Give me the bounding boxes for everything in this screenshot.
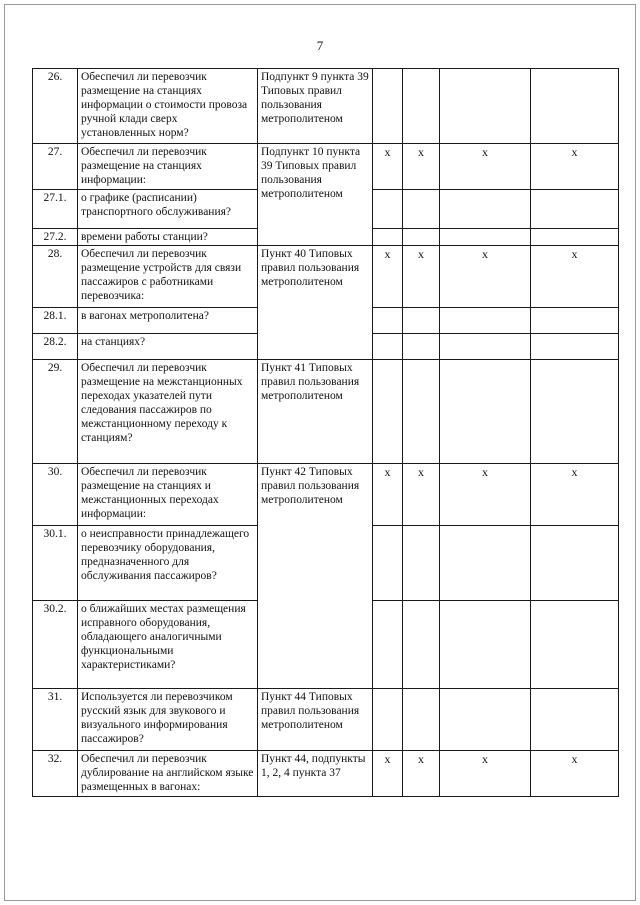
mark-cell [373, 360, 403, 464]
mark-cell [403, 229, 440, 246]
mark-cell [373, 190, 403, 229]
mark-cell [403, 601, 440, 689]
question-text: времени работы станции? [78, 229, 258, 246]
mark-cell [440, 601, 531, 689]
mark-cell: х [373, 751, 403, 797]
mark-cell: х [531, 144, 619, 190]
mark-cell: х [531, 751, 619, 797]
row-number: 30.2. [33, 601, 78, 689]
row-number: 28.1. [33, 308, 78, 334]
mark-cell [440, 69, 531, 144]
legal-reference: Пункт 42 Типовых правил пользования метрополитеном [258, 464, 373, 689]
mark-cell [403, 526, 440, 601]
mark-cell [403, 689, 440, 751]
mark-cell: х [373, 144, 403, 190]
mark-cell: х [403, 246, 440, 308]
row-number: 32. [33, 751, 78, 797]
row-number: 28.2. [33, 334, 78, 360]
table-row [33, 360, 619, 464]
row-number: 27.2. [33, 229, 78, 246]
question-text: Обеспечил ли перевозчик размещение на станциях информации: [78, 144, 258, 190]
legal-reference: Пункт 40 Типовых правил пользования метрополитеном [258, 246, 373, 360]
legal-reference: Подпункт 10 пункта 39 Типовых правил пользования метрополитеном [258, 144, 373, 246]
mark-cell [531, 69, 619, 144]
mark-cell [403, 360, 440, 464]
question-text: Используется ли перевозчиком русский язык для звукового и визуального информирования пассажиров? [78, 689, 258, 751]
mark-cell: х [440, 464, 531, 526]
row-number: 29. [33, 360, 78, 464]
mark-cell [403, 308, 440, 334]
mark-cell [531, 334, 619, 360]
mark-cell [440, 229, 531, 246]
row-number: 30. [33, 464, 78, 526]
mark-cell [373, 69, 403, 144]
mark-cell [440, 689, 531, 751]
mark-cell: х [373, 464, 403, 526]
row-number: 27.1. [33, 190, 78, 229]
question-text: Обеспечил ли перевозчик размещение на межстанционных переходах указателей пути следования пассажиров по межстанционному переходу к станциям? [78, 360, 258, 464]
mark-cell [531, 689, 619, 751]
legal-reference: Пункт 41 Типовых правил пользования метрополитеном [258, 360, 373, 464]
question-text: о неисправности принадлежащего перевозчику оборудования, предназначенного для обслуживания пассажиров? [78, 526, 258, 601]
mark-cell: х [440, 246, 531, 308]
mark-cell [440, 360, 531, 464]
legal-reference: Пункт 44, подпункты 1, 2, 4 пункта 37 [258, 751, 373, 797]
legal-reference: Подпункт 9 пункта 39 Типовых правил пользования метрополитеном [258, 69, 373, 144]
mark-cell: х [403, 751, 440, 797]
mark-cell [440, 308, 531, 334]
table-row [33, 689, 619, 751]
mark-cell: х [373, 246, 403, 308]
mark-cell [373, 334, 403, 360]
mark-cell [403, 190, 440, 229]
mark-cell [440, 190, 531, 229]
mark-cell [403, 69, 440, 144]
question-text: о графике (расписании) транспортного обслуживания? [78, 190, 258, 229]
question-text: в вагонах метрополитена? [78, 308, 258, 334]
table-row [33, 751, 619, 797]
legal-reference: Пункт 44 Типовых правил пользования метрополитеном [258, 689, 373, 751]
row-number: 28. [33, 246, 78, 308]
row-number: 30.1. [33, 526, 78, 601]
mark-cell [373, 308, 403, 334]
mark-cell [531, 601, 619, 689]
table-row [33, 144, 619, 190]
table-row [33, 246, 619, 308]
mark-cell [531, 526, 619, 601]
table-row [33, 69, 619, 144]
mark-cell: х [531, 246, 619, 308]
mark-cell [440, 526, 531, 601]
mark-cell [373, 601, 403, 689]
mark-cell [403, 334, 440, 360]
row-number: 26. [33, 69, 78, 144]
question-text: Обеспечил ли перевозчик размещение на станциях информации о стоимости провоза ручной клади сверх установленных норм? [78, 69, 258, 144]
mark-cell: х [440, 751, 531, 797]
mark-cell [531, 308, 619, 334]
table-row [33, 464, 619, 526]
mark-cell [531, 190, 619, 229]
mark-cell [440, 334, 531, 360]
question-text: Обеспечил ли перевозчик размещение устройств для связи пассажиров с работниками перевозчика: [78, 246, 258, 308]
mark-cell [531, 229, 619, 246]
mark-cell: х [440, 144, 531, 190]
mark-cell [373, 526, 403, 601]
mark-cell: х [403, 464, 440, 526]
mark-cell: х [531, 464, 619, 526]
question-text: Обеспечил ли перевозчик размещение на станциях и межстанционных переходах информации: [78, 464, 258, 526]
question-text: на станциях? [78, 334, 258, 360]
question-text: о ближайших местах размещения исправного оборудования, обладающего аналогичными функциональными характеристиками? [78, 601, 258, 689]
mark-cell [531, 360, 619, 464]
question-text: Обеспечил ли перевозчик дублирование на английском языке размещенных в вагонах: [78, 751, 258, 797]
row-number: 27. [33, 144, 78, 190]
mark-cell [373, 689, 403, 751]
mark-cell [373, 229, 403, 246]
checklist-table [32, 68, 619, 797]
page-number: 7 [316, 38, 324, 53]
mark-cell: х [403, 144, 440, 190]
row-number: 31. [33, 689, 78, 751]
